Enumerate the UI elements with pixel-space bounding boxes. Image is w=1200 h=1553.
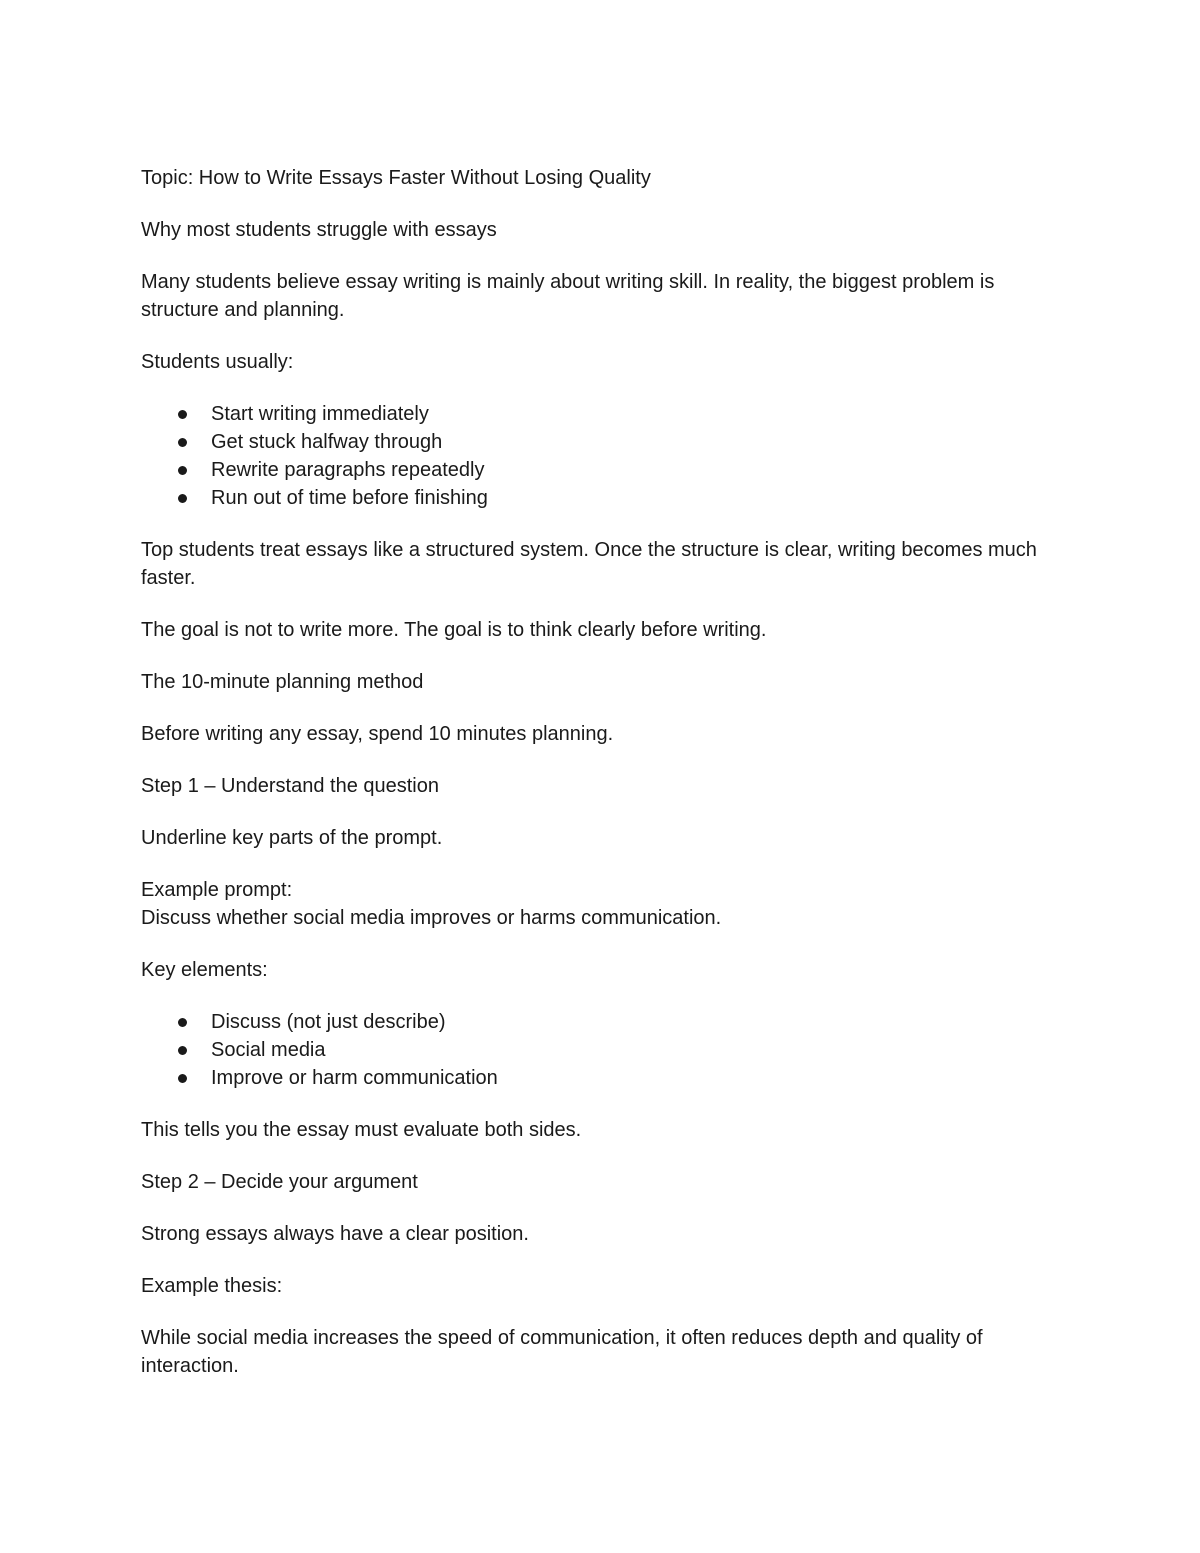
bullet-icon xyxy=(178,410,187,419)
step1-instruction: Underline key parts of the prompt. xyxy=(141,827,443,849)
bullet-icon xyxy=(178,1046,187,1055)
students-usually-label: Students usually: xyxy=(141,351,294,373)
list-item xyxy=(141,1008,1066,1036)
step2-instruction: Strong essays always have a clear position. xyxy=(141,1223,529,1245)
bullet-icon xyxy=(178,1018,187,1027)
list-item-text: Rewrite paragraphs repeatedly xyxy=(211,459,485,481)
intro-paragraph: Many students believe essay writing is mainly about writing skill. In reality, the biggest problem is structure and planning. xyxy=(141,271,995,321)
section-heading-struggle: Why most students struggle with essays xyxy=(141,219,497,241)
goal-paragraph: The goal is not to write more. The goal is to think clearly before writing. xyxy=(141,619,767,641)
bullet-icon xyxy=(178,1074,187,1083)
planning-paragraph: Before writing any essay, spend 10 minutes planning. xyxy=(141,723,614,745)
list-item-text: Discuss (not just describe) xyxy=(211,1011,446,1033)
list-item-text: Run out of time before finishing xyxy=(211,487,488,509)
list-item xyxy=(141,1064,1066,1092)
example-thesis-label: Example thesis: xyxy=(141,1275,283,1297)
bullet-icon xyxy=(178,494,187,503)
document-body xyxy=(141,164,1066,1404)
example-thesis-text: While social media increases the speed of communication, it often reduces depth and quality of interaction. xyxy=(141,1327,983,1377)
example-prompt-text: Discuss whether social media improves or harms communication. xyxy=(141,907,722,929)
key-elements-list xyxy=(141,1008,1066,1092)
step2-heading: Step 2 – Decide your argument xyxy=(141,1171,418,1193)
both-sides-paragraph: This tells you the essay must evaluate both sides. xyxy=(141,1119,582,1141)
example-prompt-label: Example prompt: xyxy=(141,879,293,901)
bullet-icon xyxy=(178,466,187,475)
list-item xyxy=(141,484,1066,512)
top-students-paragraph: Top students treat essays like a structured system. Once the structure is clear, writing becomes much faster. xyxy=(141,539,1037,589)
list-item-text: Start writing immediately xyxy=(211,403,429,425)
list-item-text: Get stuck halfway through xyxy=(211,431,443,453)
step1-heading: Step 1 – Understand the question xyxy=(141,775,439,797)
list-item xyxy=(141,456,1066,484)
list-item xyxy=(141,1036,1066,1064)
key-elements-label: Key elements: xyxy=(141,959,268,981)
struggle-list xyxy=(141,400,1066,512)
list-item-text: Improve or harm communication xyxy=(211,1067,498,1089)
topic-line: Topic: How to Write Essays Faster Without Losing Quality xyxy=(141,167,651,189)
list-item xyxy=(141,428,1066,456)
list-item-text: Social media xyxy=(211,1039,326,1061)
section-heading-planning: The 10-minute planning method xyxy=(141,671,424,693)
list-item xyxy=(141,400,1066,428)
bullet-icon xyxy=(178,438,187,447)
